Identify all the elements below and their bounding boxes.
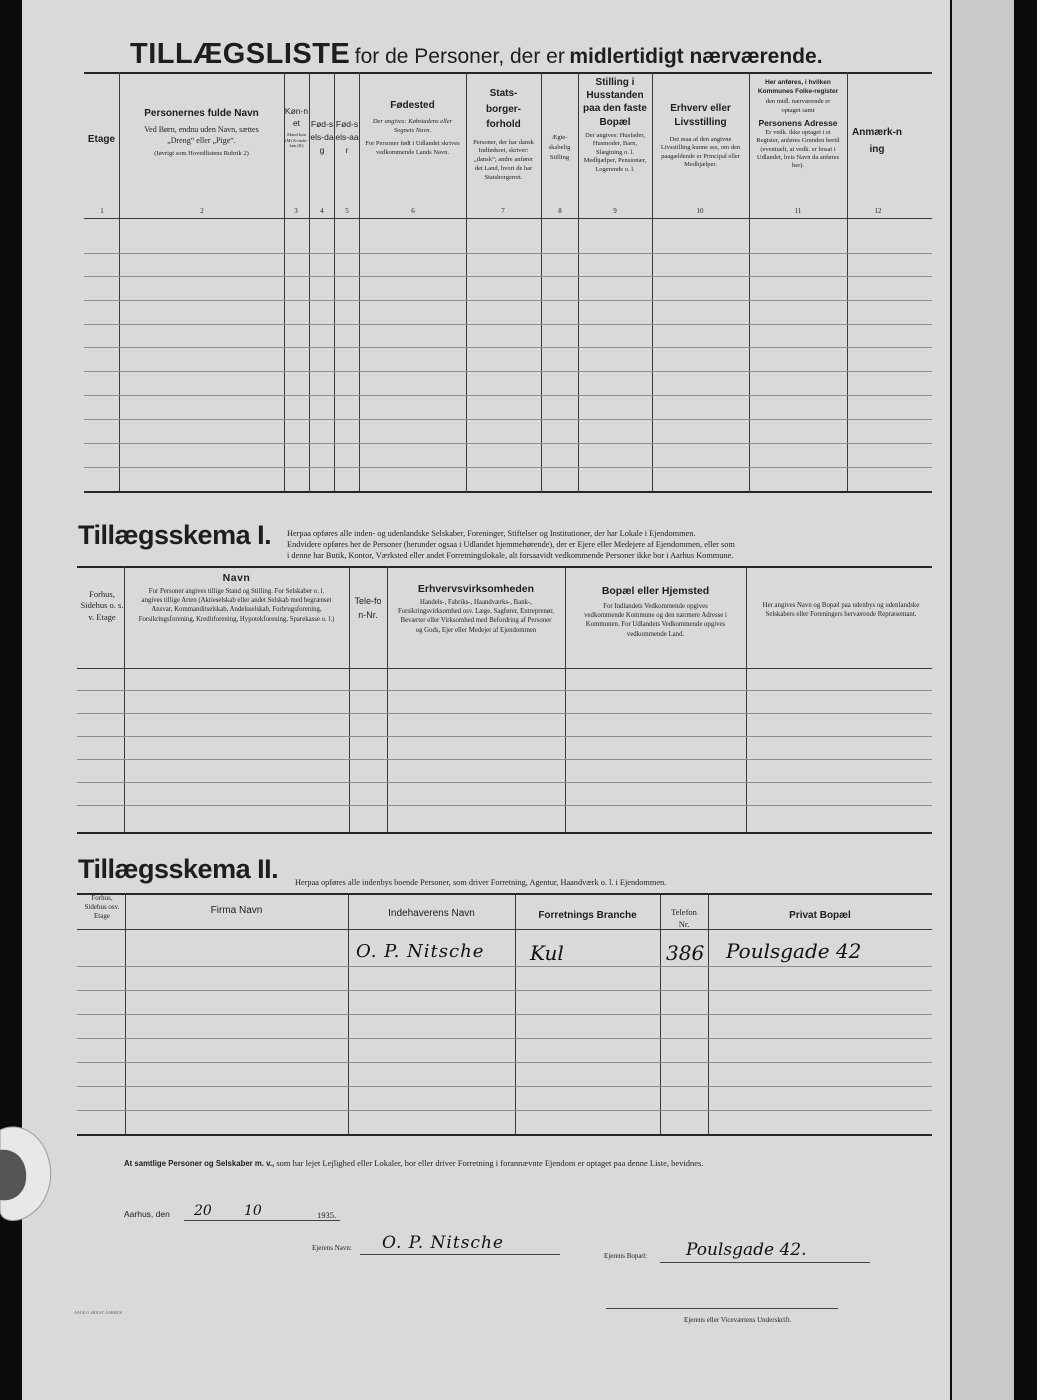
skema2-col-etage: Forhus, Sidehus osv. Etage <box>84 894 120 921</box>
col-number: 6 <box>411 207 415 215</box>
col-register-note: Er vedk. ikke optaget i et Register, anføres Grunden hertil (eventuelt, at vedk. er bosat i Udlandet, hvis Navn da anføres her). <box>756 128 840 170</box>
skema1-col-navn-sub: For Personer angives tillige Stand og Stilling. For Selskaber o. l. angives tillige Arten (Aktieselskab eller andet Selskab med begrænset Ansvar, Kommanditselskab, Andelsselskab, Forbrugsforening, Forsikringsforening, Kreditforening, Hypotekforening, Sparekasse o. l.) <box>138 588 335 623</box>
col-number: 3 <box>294 207 298 215</box>
skema2-telefon-value: 386 <box>666 941 705 965</box>
col-koen-header <box>284 106 309 149</box>
col-number: 12 <box>874 207 882 215</box>
col-name-title: Personernes fulde Navn <box>144 108 259 119</box>
col-number: 2 <box>200 207 204 215</box>
col-foedselsdag-header: Fød-sels-dag <box>310 119 334 155</box>
col-statsborger-sub: Personer, der har dansk Indfødsret, skriver: „dansk“; andre anfører det Land, hvori de har Statsborgerret. <box>473 138 534 181</box>
skema1-intro-line: Herpaa opføres alle inden- og udenlandske Selskaber, Foreninger, Stiftelser og Institutioner, der har Lokale i Ejendommen. <box>287 529 696 538</box>
col-statsborger-header <box>466 86 541 182</box>
col-koen-title: Køn-net <box>284 106 309 128</box>
col-aegteskab-header: Ægte-skabelig Stilling <box>548 134 571 161</box>
skema1-col-bopael-title: Bopæl eller Hjemsted <box>601 585 710 597</box>
skema2-col-branche: Forretnings Branche <box>538 910 637 921</box>
owner-name-label: Ejerens Navn: <box>312 1244 352 1252</box>
col-erhverv-sub: Det maa af den angivne Livsstilling kunne ses, om den paagældende er Principal eller Medhjælper. <box>660 136 741 169</box>
col-number: 9 <box>613 207 617 215</box>
col-register-header <box>749 78 847 171</box>
census-form-page <box>22 0 950 1400</box>
date-year: 1935. <box>317 1210 337 1220</box>
form-title-end: midlertidigt nærværende. <box>569 45 823 68</box>
skema1-col-erhverv-title: Erhvervsvirksomheden <box>417 583 535 595</box>
signature-label: Ejerens eller Viceværtens Underskrift. <box>684 1316 792 1324</box>
col-register-title2: Personens Adresse <box>758 117 838 128</box>
col-number: 11 <box>794 207 802 215</box>
skema2-col-bopael: Privat Bopæl <box>789 910 851 921</box>
col-foedested-title: Fødested <box>390 100 435 111</box>
col-statsborger-title: Stats-borger-forhold <box>486 88 521 130</box>
skema2-bopael-value: Poulsgade 42 <box>726 939 862 963</box>
certification-bold: At samtlige Personer og Selskaber m. v., <box>124 1159 275 1168</box>
skema2-col-telefon: Telefon Nr. <box>671 907 697 929</box>
skema2-branche-value: Kul <box>530 941 564 965</box>
owner-address-value: Poulsgade 42. <box>686 1240 807 1260</box>
col-stilling-title: Stilling i Husstanden paa den faste Bopæl <box>583 77 647 128</box>
col-stilling-sub: Der angives: Husfader, Husmoder, Barn, Slægtning o. l. Medhjælper, Pensionær, Logerende o. l. <box>583 131 647 173</box>
skema1-col-navn-title: Navn <box>222 572 251 584</box>
thumb-image <box>0 1120 60 1230</box>
col-stilling-header <box>578 76 652 174</box>
form-title-rest: for de Personer, der er <box>354 45 565 68</box>
skema1-col-bopael <box>565 585 746 639</box>
certification-statement <box>124 1158 934 1168</box>
owner-name-value: O. P. Nitsche <box>382 1233 504 1253</box>
skema2-title: Tillægsskema II. <box>78 854 279 884</box>
printer-mark: AAGE O. HOLST, AARHUS <box>74 1310 122 1315</box>
col-foedested-note: For Personer født i Udlandet skrives vedkommende Lands Navn. <box>365 140 460 157</box>
col-foedested-sub: Der angives: Købstadens eller Sognets Navn. <box>372 118 453 135</box>
owner-address-label: Ejerens Bopæl: <box>604 1252 647 1260</box>
skema1-col-repraesentant: Her angives Navn og Bopæl paa udenbys og udenlandske Selskabers eller Foreningers herværende Repræsentant. <box>762 602 920 619</box>
skema2-col-firma: Firma Navn <box>210 905 263 916</box>
skema1-intro-line: i denne har Butik, Kontor, Værksted eller andet Forretningslokale, alt forsaavidt vedkommende Personer ikke bor i Aarhus Kommune. <box>287 551 734 561</box>
col-foedested-header <box>359 100 466 157</box>
skema2-indehaver-value: O. P. Nitsche <box>356 941 485 962</box>
skema1-intro-line: Endvidere opføres her de Personer (herunder ogsaa i Udlandet hjemmehørende), der er Ejere eller Medejere af Ejendommen, eller som <box>287 540 735 550</box>
form-title-bold: TILLÆGSLISTE <box>130 38 351 70</box>
skema1-title: Tillægsskema I. <box>78 520 272 550</box>
skema1-intro <box>287 528 927 562</box>
col-name-note: (Iøvrigt som Hovedlistens Rubrik 2) <box>154 149 249 157</box>
date-place-label: Aarhus, den <box>124 1209 170 1219</box>
date-day: 20 <box>194 1203 212 1219</box>
col-register-title: Her anføres, i hvilken Kommunes Folke-register <box>757 79 839 96</box>
certification-rest: som har lejet Lejlighed eller Lokaler, bor eller driver Forretning i forannævnte Ejendom er optaget paa denne Liste, bevidnes. <box>276 1158 704 1168</box>
skema2-intro: Herpaa opføres alle indenbys boende Personer, som driver Forretning, Agentur, Haandværk o. l. i Ejendommen. <box>295 878 667 887</box>
col-erhverv-header <box>652 102 749 170</box>
skema1-col-erhverv <box>387 583 565 635</box>
col-name-sub: Ved Børn, endnu uden Navn, sættes „Dreng“ eller „Pige“. <box>144 125 259 145</box>
date-month: 10 <box>244 1203 262 1219</box>
col-number: 7 <box>501 207 505 215</box>
col-number: 1 <box>100 207 104 215</box>
skema1-col-erhverv-sub: Handels-, Fabriks-, Haandværks-, Bank-, Forsikringsvirksomhed osv. Læge, Sagfører, Entreprenør, Beværter eller Virksomhed med Befordring af Personer og Gods, Ejer eller Medejer af Ejendommen <box>397 599 555 634</box>
skema1-col-navn <box>124 572 349 624</box>
form-title <box>130 38 950 71</box>
skema1-col-telefon: Tele-fon-Nr. <box>354 596 382 620</box>
col-register-sub: den midl. nærværende er optaget samt <box>765 98 831 114</box>
skema2-col-indehaver: Indehaverens Navn <box>388 908 475 919</box>
col-name-header <box>119 82 284 157</box>
skema1-col-bopael-sub: For Indlandets Vedkommende opgives vedkommende Kommune og den nærmere Adresse i Kommunen. For Udlandets Vedkommende opgives vedkommende Land. <box>584 603 727 638</box>
col-erhverv-title: Erhverv eller Livsstilling <box>670 103 731 128</box>
col-anmaerkning-header: Anmærk-ning <box>852 127 903 155</box>
col-number: 10 <box>696 207 704 215</box>
col-number: 8 <box>558 207 562 215</box>
col-number: 4 <box>320 207 324 215</box>
adjacent-page-edge <box>952 0 1014 1400</box>
col-foedselsaar-header: Fød-sels-aar <box>335 119 359 155</box>
col-koen-sub: Mand-køn (M) Kvinde-køn (K) <box>285 131 308 149</box>
col-etage-header: Etage <box>87 134 116 145</box>
skema1-col-etage: Forhus, Sidehus o. s. v. Etage <box>80 589 124 622</box>
col-number: 5 <box>345 207 349 215</box>
